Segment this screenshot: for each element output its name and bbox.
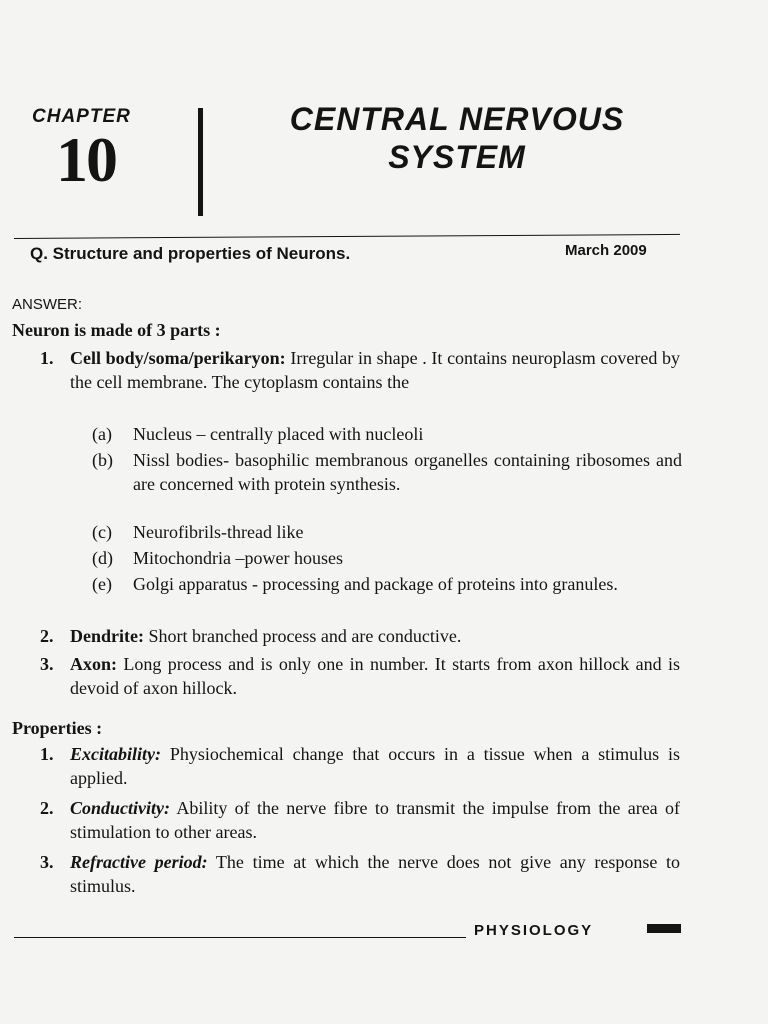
property-term: Refractive period: [70, 852, 208, 872]
subitem-nissl-bodies [92, 448, 682, 496]
part-description: Short branched process and are conductive. [143, 626, 462, 646]
chapter-title [222, 100, 692, 176]
property-term: Conductivity: [70, 798, 170, 818]
subitem-nucleus [92, 422, 682, 446]
subitem-letter: (d) [92, 548, 113, 568]
part-term: Dendrite: [70, 626, 144, 646]
footer-bar [647, 924, 681, 933]
question-date: March 2009 [565, 242, 647, 259]
properties-heading: Properties : [12, 718, 103, 738]
property-description: Ability of the nerve fibre to transmit the impulse from the area of stimulation to other areas. [70, 798, 680, 842]
header-rule [14, 234, 680, 239]
part-term: Axon: [70, 654, 118, 674]
property-item-refractive-period [40, 850, 680, 898]
subitem-letter: (a) [92, 424, 112, 444]
answer-label: ANSWER: [12, 296, 83, 313]
property-description: The time at which the nerve does not give any response to stimulus. [70, 852, 680, 896]
property-number: 2. [40, 798, 54, 818]
property-description: Physiochemical change that occurs in a tissue when a stimulus is applied. [70, 744, 680, 788]
subitem-letter: (e) [92, 574, 112, 594]
chapter-number: 10 [56, 124, 116, 195]
chapter-title-line-2: SYSTEM [388, 139, 526, 175]
property-term: Excitability: [70, 744, 161, 764]
subitem-mitochondria [92, 546, 682, 570]
property-item-conductivity [40, 796, 680, 844]
parts-heading: Neuron is made of 3 parts : [12, 320, 221, 340]
part-item-dendrite [40, 624, 680, 648]
property-item-excitability [40, 742, 680, 790]
part-item-cell-body [40, 346, 680, 394]
subitem-text: Mitochondria –power houses [133, 548, 343, 568]
part-item-axon [40, 652, 680, 700]
part-term: Cell body/soma/perikaryon: [70, 348, 286, 368]
subitem-neurofibrils [92, 520, 682, 544]
chapter-label: CHAPTER [32, 106, 131, 127]
chapter-title-line-1: CENTRAL NERVOUS [289, 101, 625, 137]
property-number: 3. [40, 852, 54, 872]
subitem-golgi-apparatus [92, 572, 682, 596]
subitem-text: Nissl bodies- basophilic membranous organelles containing ribosomes and are concerned with protein synthesis. [133, 450, 682, 494]
question-text: Q. Structure and properties of Neurons. [30, 244, 351, 263]
chapter-divider [198, 108, 203, 216]
property-number: 1. [40, 744, 54, 764]
footer-rule [14, 937, 466, 938]
part-description: Irregular in shape . It contains neuroplasm covered by the cell membrane. The cytoplasm contains the [70, 348, 680, 392]
subitem-text: Nucleus – centrally placed with nucleoli [133, 424, 424, 444]
subitem-letter: (c) [92, 522, 112, 542]
part-number: 1. [40, 348, 54, 368]
subitem-text: Golgi apparatus - processing and package of proteins into granules. [133, 574, 618, 594]
part-description: Long process and is only one in number. It starts from axon hillock and is devoid of axon hillock. [70, 654, 680, 698]
footer-label: PHYSIOLOGY [474, 922, 594, 939]
subitem-text: Neurofibrils-thread like [133, 522, 304, 542]
part-number: 3. [40, 654, 54, 674]
subitem-letter: (b) [92, 450, 113, 470]
part-number: 2. [40, 626, 54, 646]
